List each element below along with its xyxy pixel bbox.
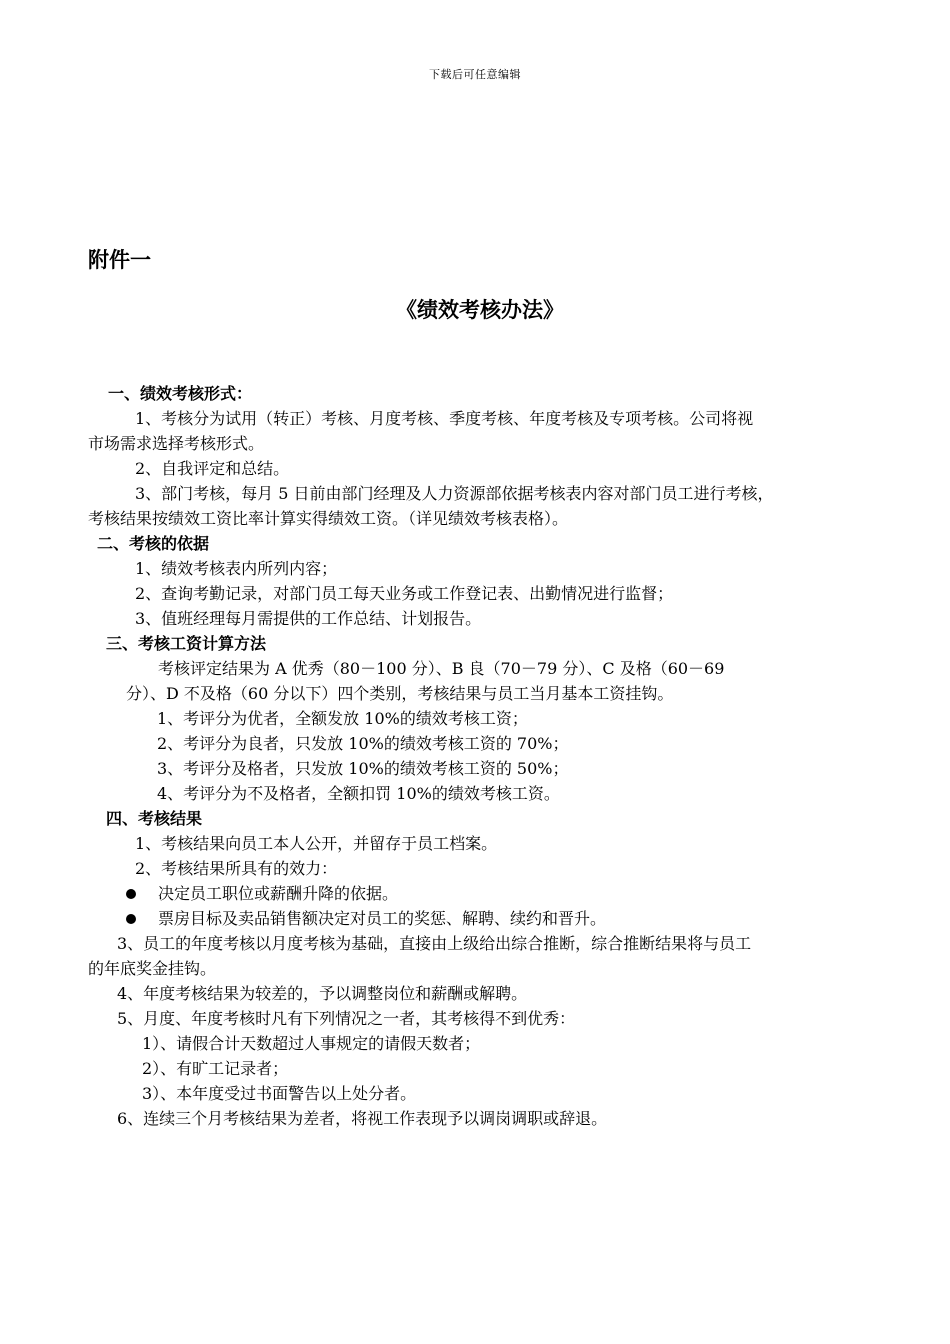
document-title: 《绩效考核办法》: [396, 297, 564, 322]
list-item: 3、考评分及格者，只发放 10%的绩效考核工资的 50%；: [157, 759, 569, 778]
paragraph: 2、查询考勤记录，对部门员工每天业务或工作登记表、出勤情况进行监督；: [135, 584, 674, 603]
paragraph: 市场需求选择考核形式。: [88, 434, 265, 453]
paragraph: 的年底奖金挂钩。: [88, 959, 217, 978]
attachment-label: 附件一: [88, 247, 151, 272]
list-item: 2）、有旷工记录者；: [142, 1059, 289, 1078]
paragraph: 分）、D 不及格（60 分以下）四个类别，考核结果与员工当月基本工资挂钩。: [126, 684, 674, 703]
section-heading-3: 三、考核工资计算方法: [106, 634, 267, 653]
header-note: 下载后可任意编辑: [429, 68, 521, 81]
paragraph: 2、自我评定和总结。: [135, 459, 290, 478]
section-heading-4: 四、考核结果: [106, 809, 203, 828]
bullet-item: [88, 906, 888, 931]
paragraph: 考核评定结果为 A 优秀（80－100 分）、B 良（70－79 分）、C 及格（60－69: [158, 659, 725, 678]
bullet-icon: [126, 889, 136, 899]
section-heading-2: 二、考核的依据: [97, 534, 210, 553]
list-item: 2、考评分为良者，只发放 10%的绩效考核工资的 70%；: [157, 734, 569, 753]
paragraph: 6、连续三个月考核结果为差者，将视工作表现予以调岗调职或辞退。: [117, 1109, 608, 1128]
paragraph: 3、员工的年度考核以月度考核为基础，直接由上级给出综合推断，综合推断结果将与员工: [117, 934, 752, 953]
bullet-text: 票房目标及卖品销售额决定对员工的奖惩、解聘、续约和晋升。: [158, 909, 607, 928]
list-item: 1、考评分为优者，全额发放 10%的绩效考核工资；: [157, 709, 528, 728]
paragraph: 1、绩效考核表内所列内容；: [135, 559, 338, 578]
bullet-text: 决定员工职位或薪酬升降的依据。: [158, 884, 399, 903]
paragraph: 2、考核结果所具有的效力：: [135, 859, 338, 878]
bullet-item: [88, 881, 888, 906]
paragraph: 5、月度、年度考核时凡有下列情况之一者，其考核得不到优秀：: [117, 1009, 576, 1028]
paragraph: 1、考核分为试用（转正）考核、月度考核、季度考核、年度考核及专项考核。公司将视: [135, 409, 754, 428]
paragraph: 4、年度考核结果为较差的，予以调整岗位和薪酬或解聘。: [117, 984, 528, 1003]
section-heading-1: 一、绩效考核形式：: [108, 384, 253, 403]
paragraph: 3、值班经理每月需提供的工作总结、计划报告。: [135, 609, 482, 628]
paragraph: 考核结果按绩效工资比率计算实得绩效工资。（详见绩效考核表格）。: [88, 509, 569, 528]
list-item: 1）、请假合计天数超过人事规定的请假天数者；: [142, 1034, 481, 1053]
paragraph: 1、考核结果向员工本人公开，并留存于员工档案。: [135, 834, 498, 853]
document-body: [88, 381, 888, 1131]
paragraph: 3、部门考核，每月 5 日前由部门经理及人力资源部依据考核表内容对部门员工进行考核，: [135, 484, 774, 503]
list-item: 3）、本年度受过书面警告以上处分者。: [142, 1084, 417, 1103]
bullet-icon: [126, 914, 136, 924]
list-item: 4、考评分为不及格者，全额扣罚 10%的绩效考核工资。: [157, 784, 560, 803]
